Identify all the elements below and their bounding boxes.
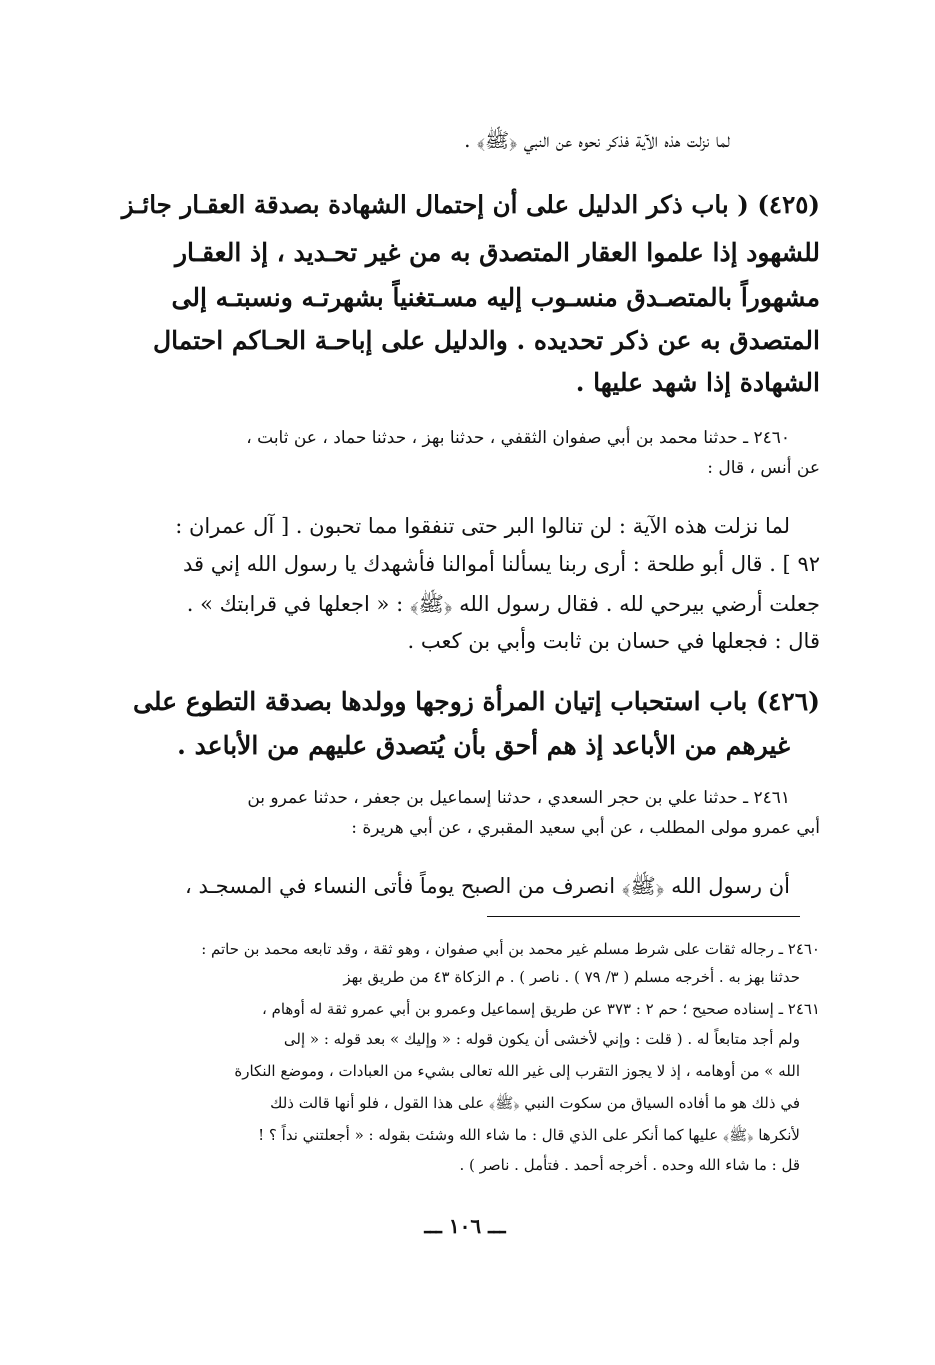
chapter-426-line-1: (٤٢٦) باب استحباب إتيان المرأة زوجها وولدها بصدقة التطوع على [133, 687, 820, 716]
hadith-2460-isnad-line-1: ٢٤٦٠ ـ حدثنا محمد بن أبي صفوان الثقفي ، حدثنا بهز ، حدثنا حماد ، عن ثابت ، [246, 428, 790, 448]
hadith-2460-isnad-line-2: عن أنس ، قال : [707, 458, 820, 478]
hadith-2460-matn-line-3: جعلت أرضي بيرحي لله . فقال رسول الله ﴿ﷺ﴾ : « اجعلها في قرابتك » . [186, 592, 820, 616]
chapter-425-line-2: للشهود إذا علموا العقار المتصدق به من غير تحـديد ، إذ العقـار [174, 238, 820, 267]
hadith-2461-isnad-line-1: ٢٤٦١ ـ حدثنا علي بن حجر السعدي ، حدثنا إسماعيل بن جعفر ، حدثنا عمرو بن [247, 788, 790, 808]
footnote-line-1: ٢٤٦٠ ـ رجاله ثقات على شرط مسلم غير محمد بن أبي صفوان ، وهو ثقة ، وقد تابعه محمد بن حاتم : [201, 940, 820, 958]
hadith-2460-matn-line-2: ٩٢ ] . قال أبو طلحة : أرى ربنا يسألنا أموالنا فأشهدك يا رسول الله إني قد [183, 552, 820, 576]
book-page [110, 0, 820, 1365]
hadith-2461-matn-line-1: أن رسول الله ﴿ﷺ﴾ انصرف من الصبح يوماً فأتى النساء في المسجـد ، [185, 874, 790, 898]
chapter-425-line-3: مشهوراً بالمتصـدق منسـوب إليه مسـتغنياً بشهرتـه ونسبتـه إلى [171, 283, 820, 312]
hadith-2460-matn-line-4: قال : فجعلها في حسان بن ثابت وأبي بن كعب . [407, 629, 820, 653]
footnote-line-8: قل : ما شاء الله وحده . أخرجه أحمد . فتأمل . ناصر ) . [459, 1156, 800, 1174]
intro-line: لما نزلت هذه الآية فذكر نحوه عن النبي ﴿ﷺ﴾ . [464, 128, 730, 152]
chapter-426-line-2: غيرهم من الأباعد إذ هم أحق بأن يُتصدق عليهم من الأباعد . [177, 731, 790, 760]
chapter-425-line-1: (٤٢٥) ( باب ذكر الدليل على أن إحتمال الشهادة بصدقة العقـار جائـز [121, 190, 820, 219]
chapter-425-line-4: المتصدق به عن ذكر تحديده . والدليل على إباحـة الحـاكم احتمال [153, 326, 820, 355]
footnote-separator [487, 916, 800, 917]
chapter-425-line-5: الشهادة إذا شهد عليها . [575, 368, 820, 397]
footnote-line-7: لأنكرها ﴿ﷺ﴾ عليها كما أنكر على الذي قال : ما شاء الله وشئت بقوله : « أجعلتني نداً ؟ ! [258, 1126, 800, 1144]
footnote-line-6: في ذلك هو ما أفاده السياق من سكوت النبي ﴿ﷺ﴾ على هذا القول ، فلو أنها قالت ذلك [270, 1094, 800, 1112]
footnote-line-4: ولم أجد متابعاً له . ( قلت : وإني لأخشى أن يكون قوله : « وإليك » بعد قوله : « إلى [283, 1030, 800, 1048]
footnote-line-3: ٢٤٦١ ـ إسناده صحيح ؛ حم ٢ : ٣٧٣ عن طريق إسماعيل وعمرو بن أبي عمرو ثقة له أوهام ، [261, 1000, 820, 1018]
footnote-line-2: حدثنا بهز به . أخرجه مسلم ( ٣/ ٧٩ ) . ناصر ) . م الزكاة ٤٣ من طريق بهز [343, 968, 800, 986]
hadith-2460-matn-line-1: لما نزلت هذه الآية : لن تنالوا البر حتى تنفقوا مما تحبون . [ آل عمران : [175, 514, 790, 538]
page-number: ـــ ١٠٦ ـــ [424, 1214, 506, 1238]
hadith-2461-isnad-line-2: أبي عمرو مولى المطلب ، عن أبي سعيد المقبري ، عن أبي هريرة : [351, 818, 820, 838]
footnote-line-5: الله » من أوهامه ، إذ لا يجوز التقرب إلى غير الله تعالى بشيء من العبادات ، وموضع النكارة [234, 1062, 800, 1080]
